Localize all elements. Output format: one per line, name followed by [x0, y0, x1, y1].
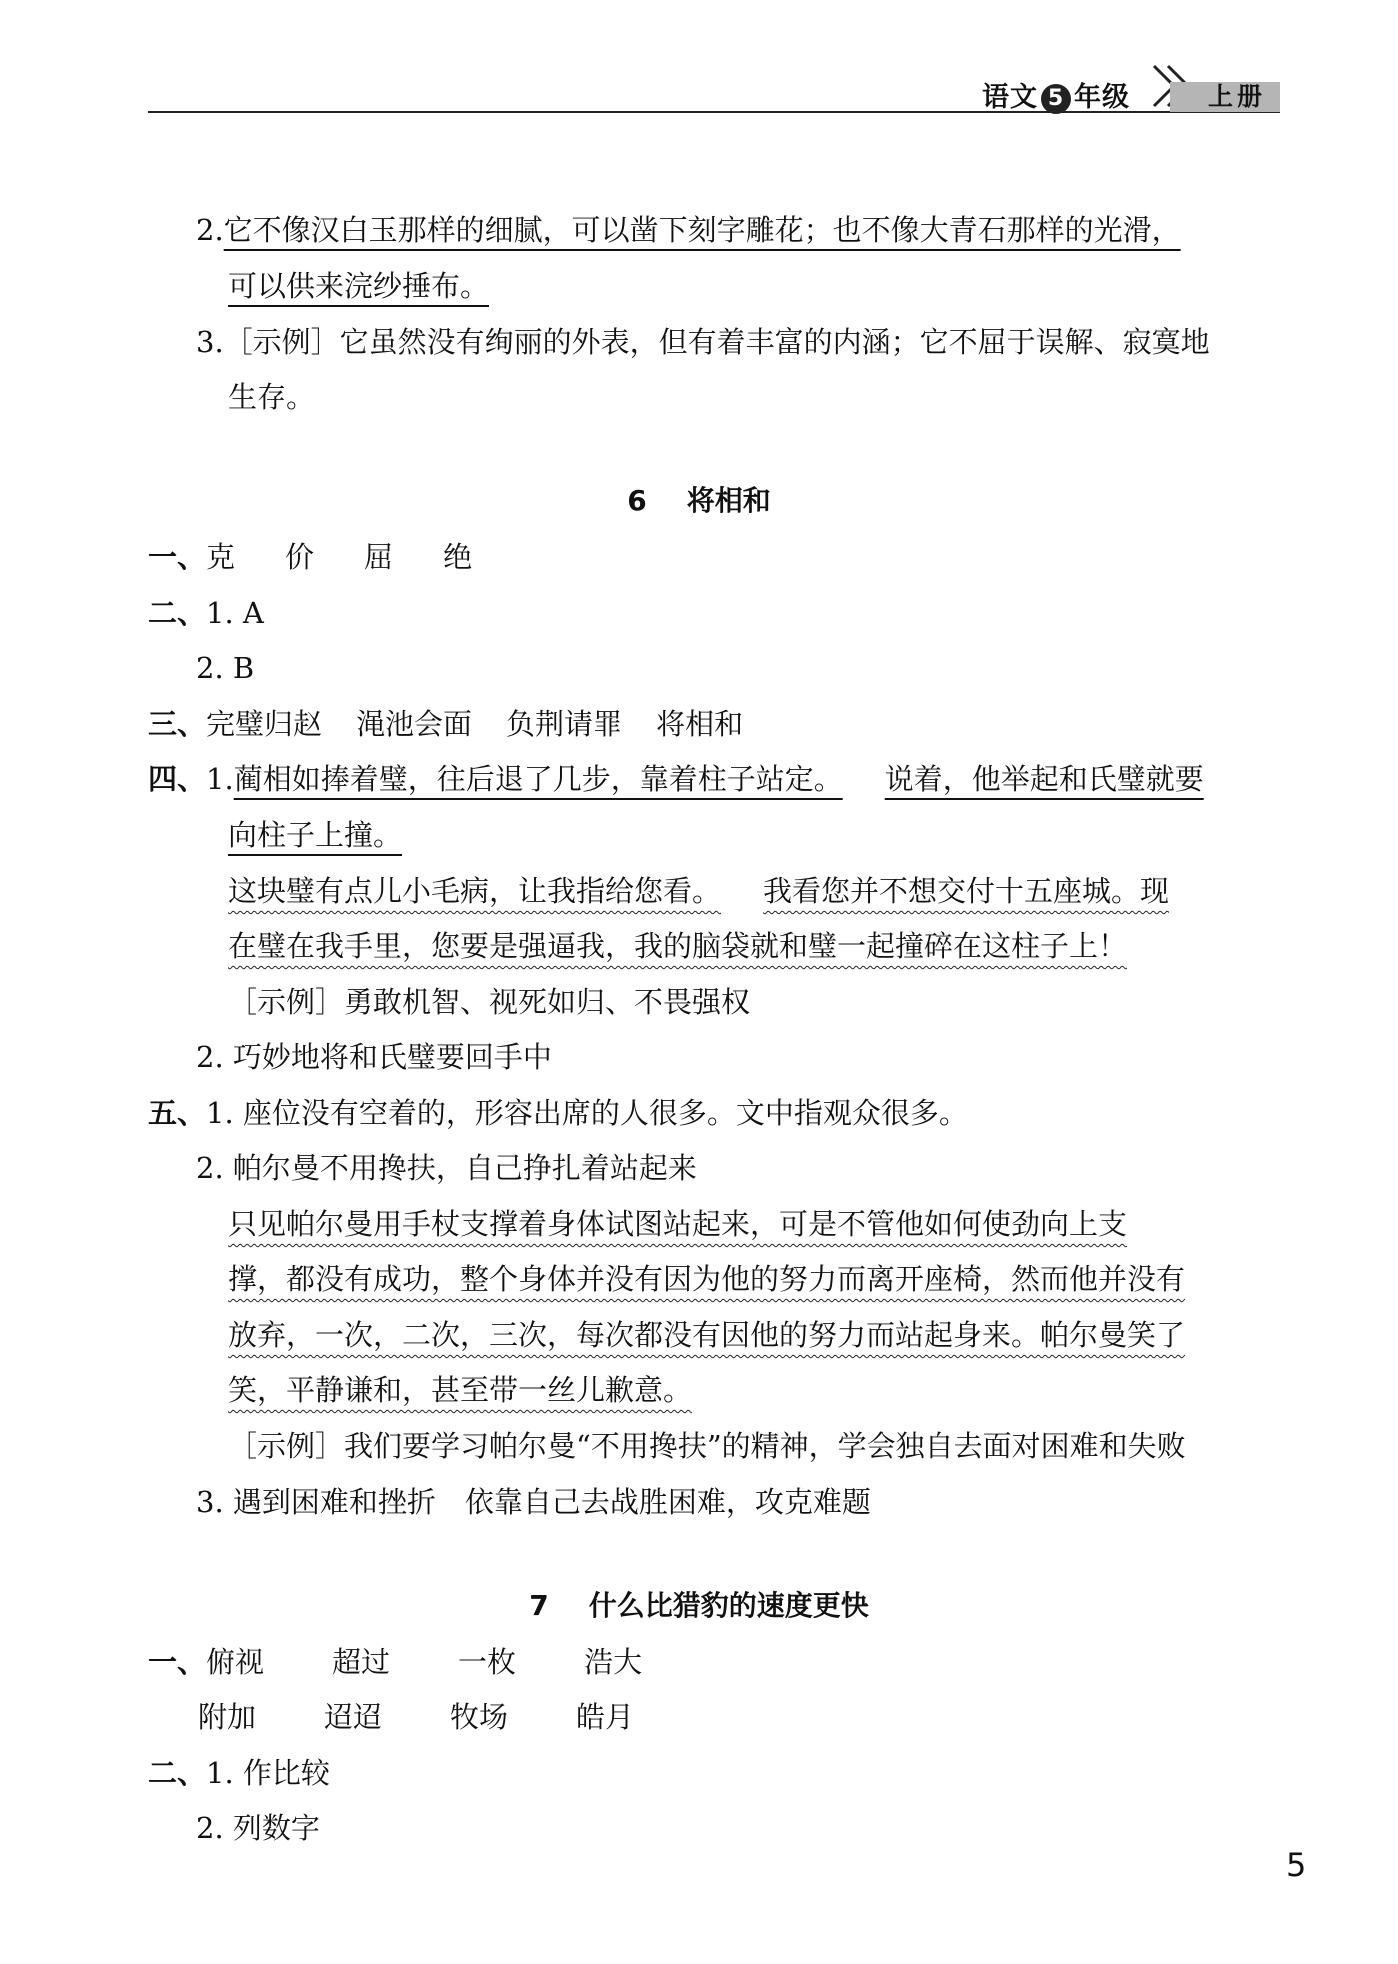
s6-word-3: 屈: [364, 540, 394, 574]
s6-part5-q2-w3-text: 放弃，一次，二次，三次，每次都没有因他的努力而站起身来。帕尔曼笑了: [228, 1318, 1186, 1352]
volume-tab: 上册: [1170, 82, 1280, 112]
s6-part4-q1-d: 我看您并不想交付十五座城。现: [763, 874, 1170, 908]
s6-part4-q1-b: 说着，他举起和氏璧就要: [884, 762, 1204, 796]
s6-part5-q2-w1-text: 只见帕尔曼用手杖支撑着身体试图站起来，可是不管他如何使劲向上支: [228, 1207, 1128, 1241]
section-7-title-text: 什么比猎豹的速度更快: [588, 1589, 869, 1622]
s6-part1-label: 一、: [148, 540, 207, 574]
s6-part4-q1-line3: [228, 874, 1170, 908]
section-6-title-text: 将相和: [686, 484, 771, 517]
s7-part2-q1: [148, 1756, 330, 1790]
s6-part5-q2-w2-text: 撑，都没有成功，整个身体并没有因为他的努力而离开座椅，然而他并没有: [228, 1262, 1186, 1296]
s6-part4-q1-num: 1.: [206, 762, 234, 796]
section-6-num: 6: [627, 484, 647, 517]
prev-q3-text1: ［示例］它虽然没有绚丽的外表，但有着丰富的内涵；它不屈于误解、寂寞地: [223, 325, 1210, 359]
header-subject: [982, 84, 1130, 114]
s6-word-4: 绝: [443, 540, 473, 574]
s6-part5-label: 五、: [148, 1096, 207, 1130]
s6-part4-q1-e: ［示例］勇敢机智、视死如归、不畏强权: [228, 985, 751, 1019]
s7-part2-q2: [196, 1811, 320, 1845]
s6-part5-q2-w4: [228, 1373, 693, 1407]
s6-part3: [148, 707, 744, 741]
s6-part4-q1-b2: 向柱子上撞。: [228, 818, 403, 852]
s6-part2-q2: [196, 651, 255, 685]
prev-q2-label: 2.: [196, 213, 224, 247]
s6-part5-q3: [196, 1485, 871, 1519]
s7-part2-q1-text: 1. 作比较: [206, 1756, 330, 1790]
subject-label: 语文: [982, 82, 1038, 113]
s6-part5-q2-w2: [228, 1262, 1186, 1296]
prev-q2-line1: [196, 213, 1181, 247]
s6-part4-q1-line1: [148, 762, 1204, 796]
s6-part4-q1-line4: [228, 929, 1128, 963]
s6-part3-label: 三、: [148, 707, 207, 741]
s6-part5-q1: [148, 1096, 968, 1130]
s6-part4-q1-line5: [228, 985, 751, 1019]
s7-row1-word-2: 超过: [332, 1645, 391, 1679]
s6-part5-q2-w4-text: 笑，平静谦和，甚至带一丝儿歉意。: [228, 1373, 693, 1407]
section-7-title: [0, 1589, 1398, 1622]
s6-word-1: 克: [206, 540, 236, 574]
page-number: 5: [1286, 1846, 1307, 1884]
s6-part4-q1-line2: [228, 818, 403, 852]
s6-part2-label: 二、: [148, 596, 207, 630]
s6-part4-q2-text: 2. 巧妙地将和氏璧要回手中: [196, 1040, 552, 1074]
s7-row2-word-3: 牧场: [450, 1700, 509, 1734]
section-6-title: [0, 484, 1398, 517]
s7-row1-word-4: 浩大: [584, 1645, 643, 1679]
s7-part2-label: 二、: [148, 1756, 207, 1790]
prev-q3-label: 3.: [196, 325, 224, 359]
s6-part5-q2-example-text: ［示例］我们要学习帕尔曼“不用搀扶”的精神，学会独自去面对困难和失败: [228, 1429, 1186, 1463]
s6-part2-q2-text: 2. B: [196, 651, 255, 685]
prev-q2-line2: [228, 269, 490, 303]
prev-q3-text2: 生存。: [228, 380, 316, 414]
grade-suffix: 年级: [1074, 82, 1130, 113]
s7-row2-word-1: 附加: [198, 1700, 257, 1734]
s6-part5-q3-text: 3. 遇到困难和挫折 依靠自己去战胜困难，攻克难题: [196, 1485, 871, 1519]
s6-part5-q2-w1: [228, 1207, 1128, 1241]
s6-part3-item-2: 渑池会面: [356, 707, 473, 741]
s6-part5-q2-text: 2. 帕尔曼不用搀扶，自己挣扎着站起来: [196, 1151, 697, 1185]
s6-part4-q1-d2: 在璧在我手里，您要是强逼我，我的脑袋就和璧一起撞碎在这柱子上！: [228, 929, 1128, 963]
s6-part1: [148, 540, 473, 574]
prev-q3-line1: [196, 325, 1210, 359]
s6-part4-q1-c: 这块璧有点儿小毛病，让我指给您看。: [228, 874, 722, 908]
s6-part4-label: 四、: [148, 762, 207, 796]
s6-part5-q2: [196, 1151, 697, 1185]
s6-part4-q1-a: 蔺相如捧着璧，往后退了几步，靠着柱子站定。: [233, 762, 843, 796]
s6-part3-item-4: 将相和: [656, 707, 744, 741]
s7-row2-word-2: 迢迢: [324, 1700, 383, 1734]
s6-word-2: 价: [285, 540, 315, 574]
section-7-num: 7: [529, 1589, 549, 1622]
s6-part2-q1-text: 1. A: [206, 596, 264, 630]
s6-part2-q1: [148, 596, 264, 630]
prev-q2-text1: 它不像汉白玉那样的细腻，可以凿下刻字雕花；也不像大青石那样的光滑，: [223, 213, 1181, 247]
s7-part1-row2: [198, 1700, 635, 1734]
s7-row1-word-1: 俯视: [206, 1645, 265, 1679]
s7-row1-word-3: 一枚: [458, 1645, 517, 1679]
s6-part3-item-3: 负荆请罪: [506, 707, 623, 741]
s7-part1-row1: [148, 1645, 643, 1679]
s6-part3-item-1: 完璧归赵: [206, 707, 323, 741]
s7-part1-label: 一、: [148, 1645, 207, 1679]
prev-q2-text2: 可以供来浣纱捶布。: [228, 269, 490, 303]
s6-part5-q2-example: [228, 1429, 1186, 1463]
prev-q3-line2: [228, 380, 316, 414]
grade-number-badge: 5: [1041, 84, 1071, 114]
s6-part5-q1-text: 1. 座位没有空着的，形容出席的人很多。文中指观众很多。: [206, 1096, 968, 1130]
s7-part2-q2-text: 2. 列数字: [196, 1811, 320, 1845]
s6-part4-q2: [196, 1040, 552, 1074]
s7-row2-word-4: 皓月: [576, 1700, 635, 1734]
s6-part5-q2-w3: [228, 1318, 1186, 1352]
